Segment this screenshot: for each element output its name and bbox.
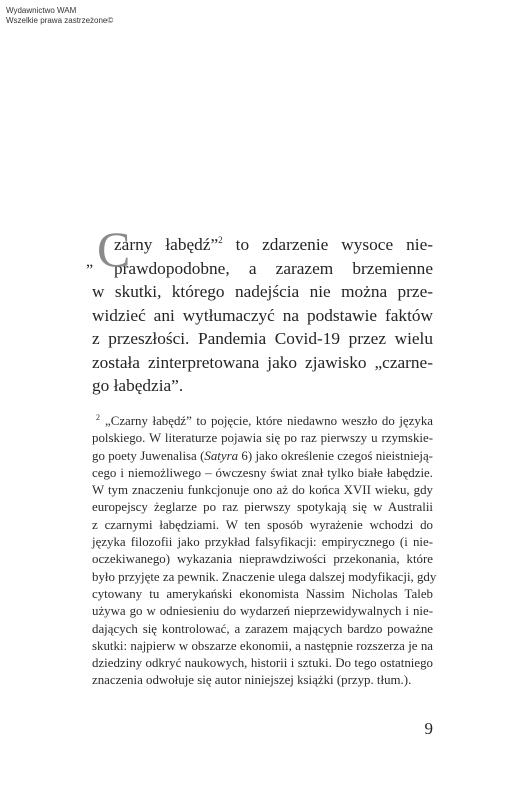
main-line-5: z przeszłości. Pandemia Covid-19 przez wielu <box>92 329 433 348</box>
footnote-line-8: języka filozofii jako przykład falsyfikacji: empirycznego (i nie- <box>92 535 433 550</box>
page-number: 9 <box>424 719 433 738</box>
watermark <box>6 6 113 26</box>
watermark-rights: Wszelkie prawa zastrzeżone© <box>6 16 114 25</box>
footnote-line-14: skutki: najpierw w obszarze ekonomii, a następnie rozszerza je na <box>92 638 433 653</box>
main-line-3: w skutki, którego nadejścia nie można prze- <box>92 282 433 301</box>
footnote-line-10: było przyjęte za pewnik. Znaczenie ulega dalszej modyfikacji, gdy <box>92 569 437 584</box>
watermark-publisher: Wydawnictwo WAM <box>6 6 77 15</box>
footnote-line-2: polskiego. W literaturze pojawia się po raz pierwszy u rzymskie- <box>92 431 433 446</box>
footnote-number: 2 <box>96 412 100 422</box>
footnote-line-3: go poety Juwenalisa (Satyra 6) jako określenie czegoś nieistnieją- <box>92 448 433 463</box>
footnote-line-1: $^2$ „Czarny łabędź” to pojęcie, które niedawno weszło do języka <box>96 412 433 428</box>
footnote-line-15: dziedziny odkryć naukowych, historii i sztuki. Do tego ostatniego <box>92 656 433 671</box>
footnote-line-12: używa go w odniesieniu do wydarzeń nieprzewidywalnych i nie- <box>92 604 433 619</box>
footnote-line-13: dających się kontrolować, a zarazem mających bardzo poważne <box>92 621 433 636</box>
main-line-7: go łabędzia”. <box>92 376 184 395</box>
drop-cap: C <box>97 221 131 277</box>
work-title: Satyra <box>204 448 239 463</box>
footnote-reference: 2 <box>218 235 223 246</box>
footnote-line-9: oczekiwanego) wykazania nieprawdziwości przekonania, które <box>92 552 433 567</box>
main-line-4: widzieć ani wytłumaczyć na podstawie faktów <box>92 305 433 325</box>
footnote <box>92 412 437 690</box>
main-line-1: zarny łabędź”$^2$ to zdarzenie wysoce nie- <box>114 235 433 254</box>
footnote-line-16: znaczenia odwołuje się autor niniejszej książki (przyp. tłum.). <box>92 673 412 688</box>
main-paragraph <box>86 221 433 398</box>
opening-quote-mark: „ <box>86 253 94 270</box>
main-line-6: została zinterpretowana jako zjawisko „czarne- <box>92 352 433 372</box>
main-line-2: prawdopodobne, a zarazem brzemienne <box>114 258 433 278</box>
footnote-line-5: W tym znaczeniu funkcjonuje ono aż do końca XVII wieku, gdy <box>92 483 433 498</box>
footnote-line-6: europejscy żeglarze po raz pierwszy spotykają się w Australii <box>92 500 433 515</box>
footnote-line-4: cego i niemożliwego – ówczesny świat znał tylko białe łabędzie. <box>92 465 433 480</box>
footnote-line-11: cytowany tu amerykański ekonomista Nassim Nicholas Taleb <box>92 586 433 601</box>
footnote-line-7: z czarnymi łabędziami. W ten sposób wyrażenie wchodzi do <box>92 517 433 532</box>
